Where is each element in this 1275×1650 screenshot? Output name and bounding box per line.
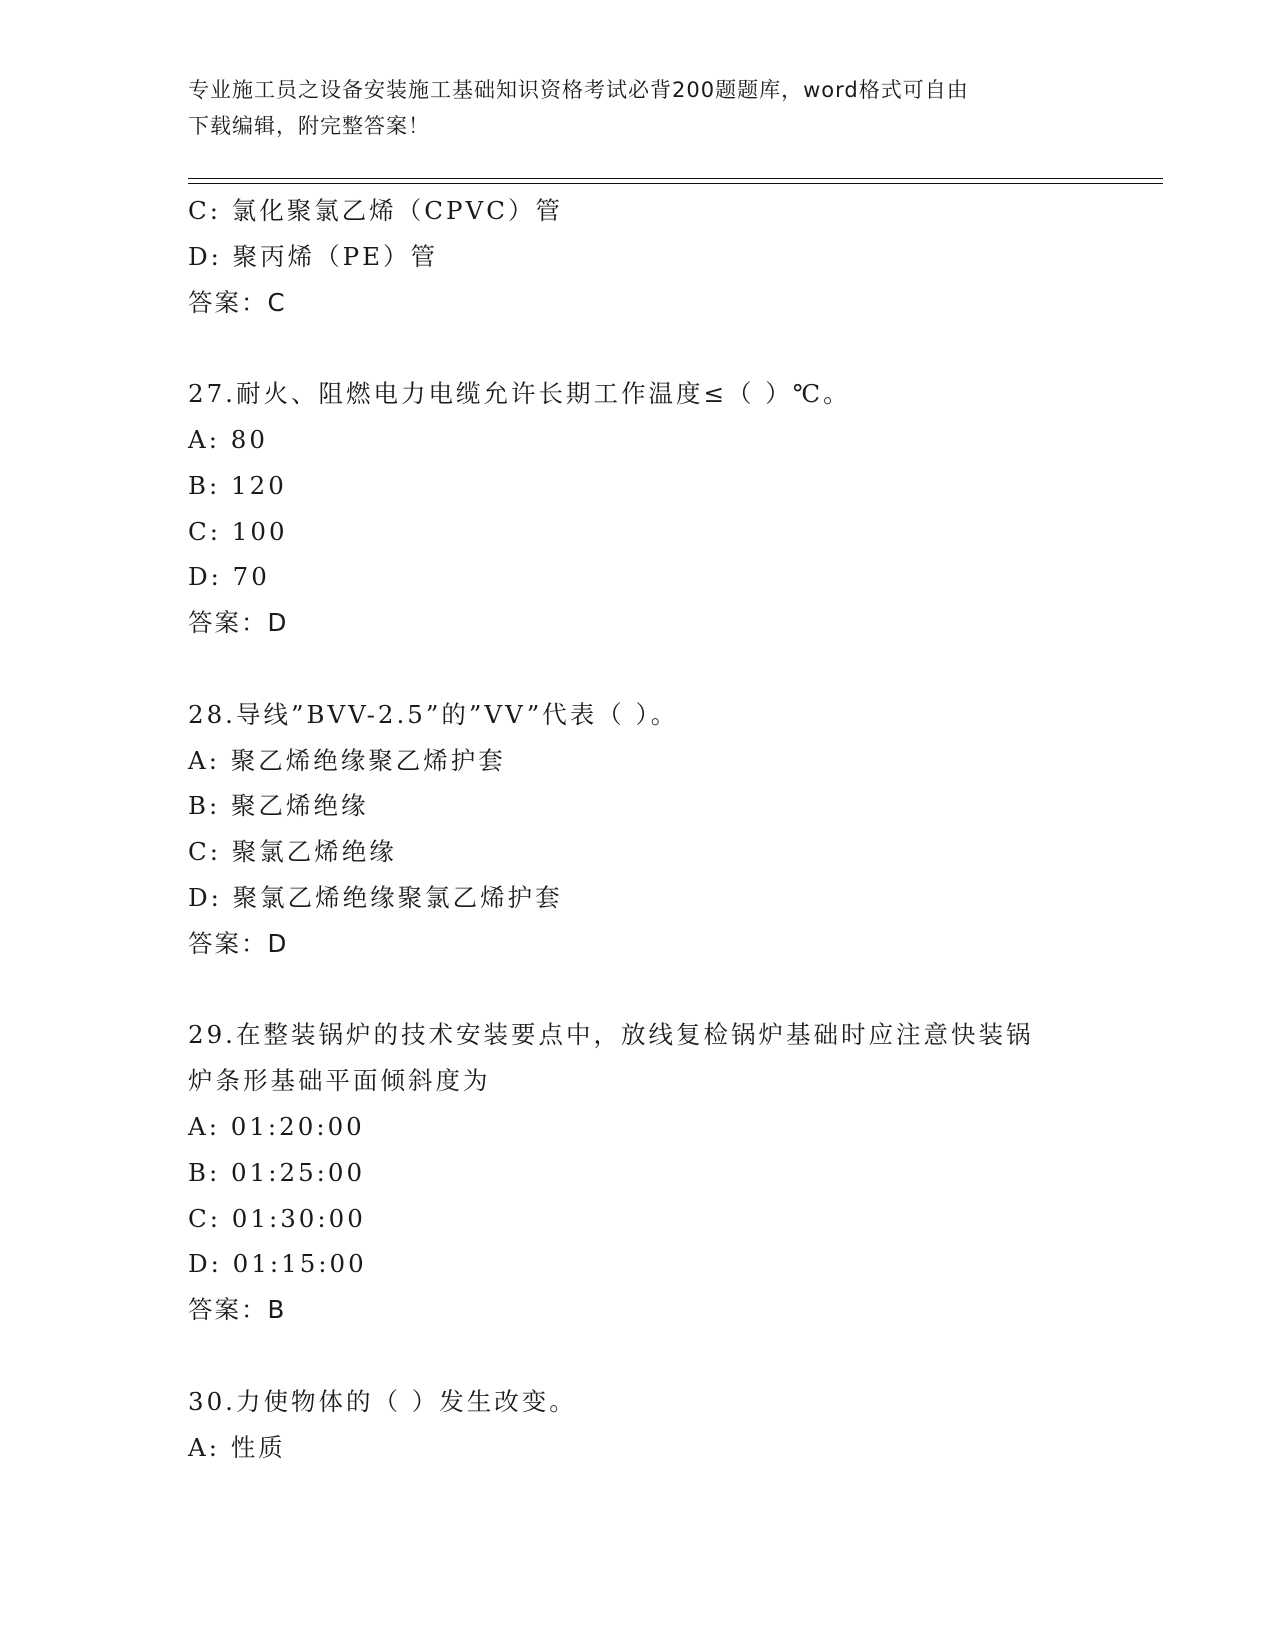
header-divider-top [188,178,1163,179]
question-text: 28.导线”BVV-2.5”的”VV”代表（ ）。 [188,699,679,729]
answer-text: 答案：C [188,287,287,317]
question-spacer [188,967,1148,1013]
option-text: C: 100 [188,516,288,546]
option-text: D: 聚丙烯（PE）管 [188,241,439,271]
option-text: A: 01:20:00 [188,1111,365,1141]
option-text: C: 氯化聚氯乙烯（CPVC）管 [188,196,563,225]
question-spacer [188,1333,1148,1379]
option-text: B: 聚乙烯绝缘 [188,791,369,821]
answer-text: 答案：D [188,608,289,638]
option-text: D: 70 [188,562,270,592]
answer-text: 答案：D [188,928,289,958]
question-text: 炉条形基础平面倾斜度为 [188,1066,491,1096]
option-text: D: 聚氯乙烯绝缘聚氯乙烯护套 [188,882,563,912]
option-text: C: 聚氯乙烯绝缘 [188,837,397,867]
option-text: A: 聚乙烯绝缘聚乙烯护套 [188,745,506,775]
question-spacer [188,646,1148,692]
document-header [188,72,1088,144]
option-text: D: 01:15:00 [188,1249,367,1279]
question-text: 30.力使物体的（ ）发生改变。 [188,1386,577,1416]
question-list [188,188,1148,1470]
answer-text: 答案：B [188,1295,287,1325]
question-text: 29.在整装锅炉的技术安装要点中，放线复检锅炉基础时应注意快装锅 [188,1020,1034,1050]
question-spacer [188,325,1148,371]
option-text: B: 01:25:00 [188,1157,366,1187]
header-line-2: 下载编辑，附完整答案！ [188,114,430,138]
option-text: A: 80 [188,424,268,454]
header-line-1: 专业施工员之设备安装施工基础知识资格考试必背200题题库，word格式可自由 [188,78,969,102]
option-text: B: 120 [188,470,287,500]
question-text: 27.耐火、阻燃电力电缆允许长期工作温度≤（ ）℃。 [188,379,851,409]
header-divider-bottom [188,183,1163,184]
option-text: A: 性质 [188,1432,286,1462]
option-text: C: 01:30:00 [188,1203,366,1233]
